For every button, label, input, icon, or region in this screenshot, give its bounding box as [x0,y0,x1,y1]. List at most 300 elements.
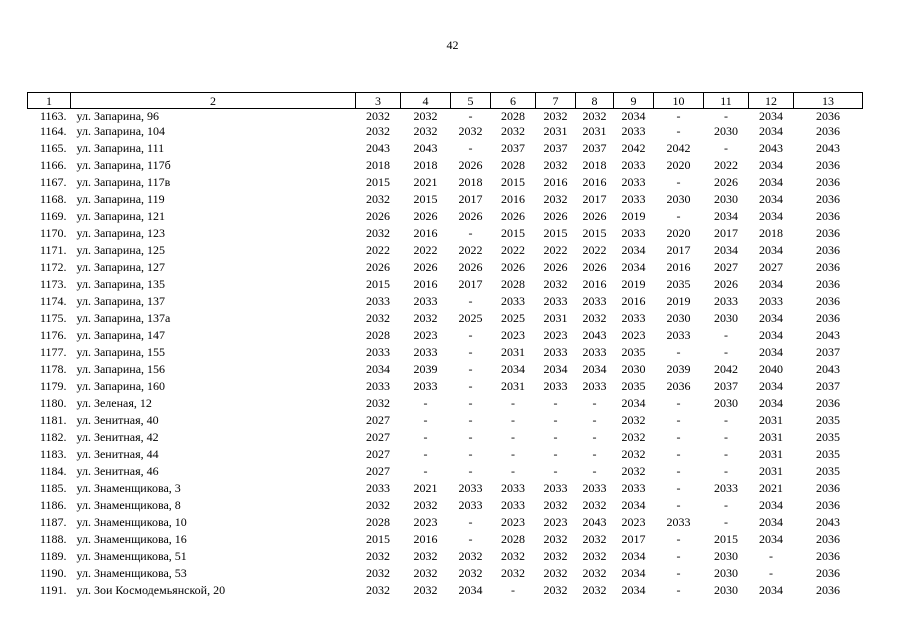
table-row [28,276,863,293]
row-value: 2036 [816,481,840,495]
row-address: ул. Запарина, 123 [76,226,166,240]
row-value: 2032 [582,583,607,597]
row-value: - [423,430,428,444]
row-value: 2019 [666,294,691,308]
row-address: ул. Запарина, 111 [76,141,165,155]
row-value: 2032 [543,192,568,206]
row-value: 2032 [543,532,568,546]
row-value: 2016 [413,226,438,240]
row-value: 2023 [543,515,568,529]
table-row [28,109,863,124]
row-value: - [468,109,473,123]
row-value: - [468,396,473,410]
row-value: 2032 [543,583,568,597]
row-value: 2018 [413,158,438,172]
row-value: 2023 [413,328,438,342]
row-value: 2031 [759,464,783,478]
row-value: - [676,124,681,138]
row-address: ул. Знаменщикова, 51 [76,549,187,563]
row-value: 2030 [714,311,738,325]
row-value: 2015 [501,175,525,189]
table-row [28,259,863,276]
row-number: 1178. [39,362,67,376]
row-value: 2034 [759,124,783,138]
row-value: 2034 [458,583,483,597]
row-value: 2016 [413,277,438,291]
row-value: 2032 [413,124,438,138]
row-value: 2035 [816,464,840,478]
row-value: 2032 [413,566,438,580]
row-address: ул. Зеленая, 12 [76,396,152,410]
row-value: 2032 [621,464,646,478]
row-value: 2021 [413,175,438,189]
table-row [28,225,863,242]
row-value: - [676,498,681,512]
row-number: 1190. [39,566,67,580]
row-value: 2033 [543,294,568,308]
row-value: 2034 [759,109,783,123]
row-value: - [676,549,681,563]
row-value: 2026 [543,209,568,223]
row-address: ул. Запарина, 137 [76,294,166,308]
row-address: ул. Запарина, 135 [76,277,166,291]
row-value: 2015 [582,226,607,240]
row-value: 2032 [366,583,390,597]
row-number: 1183. [39,447,67,461]
row-value: - [724,515,728,529]
row-value: - [592,430,597,444]
row-value: - [423,464,428,478]
row-value: 2032 [582,549,607,563]
row-address: ул. Запарина, 160 [76,379,166,393]
row-value: 2032 [366,566,390,580]
row-value: 2032 [458,124,483,138]
row-value: - [676,447,681,461]
row-value: 2030 [714,566,738,580]
row-value: 2033 [621,226,646,240]
row-value: - [511,396,515,410]
row-value: 2036 [816,158,840,172]
row-value: 2034 [759,532,783,546]
row-value: 2039 [666,362,691,376]
row-value: 2036 [816,583,840,597]
row-value: 2032 [582,498,607,512]
row-number: 1182. [39,430,67,444]
row-number: 1186. [39,498,67,512]
table-row [28,157,863,174]
row-value: 2034 [621,260,646,274]
row-value: 2037 [543,141,568,155]
row-value: - [724,413,728,427]
row-value: 2031 [759,430,783,444]
row-value: 2028 [501,532,525,546]
row-value: 2027 [366,464,390,478]
row-value: 2036 [666,379,691,393]
row-value: 2025 [458,311,483,325]
row-value: 2026 [714,277,738,291]
row-value: - [676,583,681,597]
row-value: 2034 [759,345,783,359]
row-value: 2017 [458,192,483,206]
row-value: 2016 [666,260,691,274]
row-value: 2015 [366,277,390,291]
row-value: 2026 [366,209,390,223]
row-value: 2036 [816,311,840,325]
row-value: 2023 [501,328,525,342]
row-value: - [468,447,473,461]
row-address: ул. Зенитная, 44 [76,447,159,461]
row-value: 2026 [582,260,607,274]
row-value: 2033 [543,481,568,495]
row-value: 2032 [366,498,390,512]
row-value: - [553,430,558,444]
row-value: 2034 [759,379,783,393]
table-row [28,395,863,412]
row-value: 2033 [543,345,568,359]
row-value: 2030 [621,362,646,376]
row-value: 2017 [714,226,738,240]
row-value: 2032 [366,549,390,563]
row-address: ул. Знаменщикова, 16 [76,532,187,546]
row-value: 2016 [621,294,646,308]
row-value: 2033 [582,345,607,359]
row-value: 2032 [621,430,646,444]
row-value: - [423,413,428,427]
row-value: 2034 [759,498,783,512]
row-value: 2034 [759,192,783,206]
row-value: 2030 [714,396,738,410]
table-row [28,463,863,480]
row-value: - [676,566,681,580]
table-row [28,310,863,327]
row-value: 2023 [501,515,525,529]
column-header: 4 [401,93,451,109]
table-row [28,123,863,140]
table-row [28,514,863,531]
row-value: 2015 [413,192,438,206]
row-address: ул. Запарина, 147 [76,328,166,342]
row-value: 2033 [666,328,691,342]
row-value: 2033 [582,294,607,308]
row-value: - [553,396,558,410]
row-value: 2027 [366,447,390,461]
row-value: 2034 [621,583,646,597]
row-value: 2043 [366,141,390,155]
row-value: 2026 [413,260,438,274]
row-value: - [553,464,558,478]
row-value: 2043 [816,328,840,342]
row-value: 2028 [501,277,525,291]
row-value: 2033 [621,158,646,172]
row-value: 2036 [816,566,840,580]
table-row [28,140,863,157]
row-value: - [511,430,515,444]
row-value: 2035 [621,345,646,359]
row-value: - [592,413,597,427]
column-header: 11 [704,93,749,109]
row-value: 2033 [501,294,525,308]
row-value: 2030 [714,549,738,563]
row-value: 2036 [816,549,840,563]
row-value: - [676,464,681,478]
row-value: 2033 [366,379,390,393]
row-value: - [676,396,681,410]
row-value: 2017 [582,192,607,206]
row-value: - [592,396,597,410]
row-value: - [769,549,773,563]
row-value: 2034 [759,277,783,291]
row-value: 2031 [501,379,525,393]
row-value: 2033 [458,498,483,512]
row-value: 2032 [413,549,438,563]
row-value: - [468,464,473,478]
row-value: 2016 [501,192,525,206]
row-value: 2036 [816,277,840,291]
row-value: 2034 [714,209,738,223]
row-value: 2032 [501,124,525,138]
table-row [28,208,863,225]
row-value: - [724,498,728,512]
table-row [28,293,863,310]
row-value: 2031 [759,447,783,461]
row-value: 2016 [543,175,568,189]
row-value: 2028 [501,109,525,123]
row-value: 2031 [543,124,568,138]
row-value: 2032 [582,311,607,325]
row-value: 2028 [501,158,525,172]
table-row [28,497,863,514]
row-value: 2034 [621,109,646,123]
row-number: 1169. [39,209,67,223]
row-value: 2037 [582,141,607,155]
row-value: 2032 [543,498,568,512]
row-address: ул. Запарина, 119 [76,192,165,206]
row-value: - [423,396,428,410]
row-value: 2027 [714,260,738,274]
row-number: 1188. [39,532,67,546]
row-address: ул. Запарина, 121 [76,209,166,223]
row-number: 1163. [39,109,67,123]
row-number: 1189. [39,549,67,563]
row-value: - [468,362,473,376]
row-value: 2030 [714,124,738,138]
row-value: 2034 [501,362,525,376]
row-value: 2034 [759,175,783,189]
row-value: 2026 [714,175,738,189]
row-value: - [468,413,473,427]
row-value: 2032 [366,192,390,206]
row-value: 2021 [759,481,783,495]
row-number: 1176. [39,328,67,342]
row-value: - [769,566,773,580]
row-address: ул. Запарина, 155 [76,345,166,359]
table-row [28,531,863,548]
column-header: 9 [614,93,654,109]
row-value: 2032 [413,583,438,597]
row-value: 2030 [714,583,738,597]
row-value: 2015 [366,532,390,546]
row-value: 2031 [582,124,607,138]
table-row [28,429,863,446]
table-row [28,548,863,565]
row-value: 2032 [621,447,646,461]
row-value: 2043 [816,141,840,155]
row-value: 2032 [413,311,438,325]
row-address: ул. Запарина, 117б [76,158,171,172]
row-value: 2028 [366,328,390,342]
row-value: 2016 [413,532,438,546]
row-value: 2022 [501,243,525,257]
row-value: 2032 [458,549,483,563]
row-value: - [468,141,473,155]
row-value: 2034 [759,515,783,529]
row-value: 2030 [666,311,691,325]
row-value: - [676,209,681,223]
row-value: - [724,109,728,123]
row-value: 2034 [366,362,390,376]
row-value: 2032 [366,311,390,325]
row-value: 2033 [621,192,646,206]
row-value: 2033 [366,481,390,495]
row-value: - [724,447,728,461]
row-value: 2015 [714,532,738,546]
row-value: - [553,413,558,427]
row-value: 2043 [759,141,783,155]
row-value: 2032 [366,396,390,410]
row-value: 2035 [816,413,840,427]
row-value: 2040 [759,362,783,376]
row-number: 1177. [39,345,67,359]
table-row [28,327,863,344]
row-value: 2033 [501,481,525,495]
row-value: 2035 [816,430,840,444]
row-value: 2034 [759,328,783,342]
row-value: 2018 [458,175,483,189]
page-number: 42 [446,38,459,52]
table-row [28,446,863,463]
row-value: 2028 [366,515,390,529]
row-value: 2036 [816,124,840,138]
row-value: 2022 [458,243,483,257]
row-value: 2036 [816,396,840,410]
row-address: ул. Зои Космодемьянской, 20 [76,583,226,597]
row-value: 2022 [543,243,568,257]
row-value: 2042 [714,362,738,376]
row-value: 2042 [666,141,691,155]
row-value: 2022 [714,158,738,172]
row-value: 2015 [366,175,390,189]
row-value: 2036 [816,109,840,123]
column-header: 13 [794,93,863,109]
row-address: ул. Запарина, 137а [76,311,171,325]
row-value: - [468,430,473,444]
row-value: 2023 [413,515,438,529]
row-address: ул. Запарина, 96 [76,109,160,123]
row-value: 2037 [816,379,840,393]
row-value: - [676,430,681,444]
row-value: 2034 [621,549,646,563]
row-value: 2034 [759,583,783,597]
row-number: 1180. [39,396,67,410]
row-value: - [724,141,728,155]
row-value: 2022 [582,243,607,257]
table-row [28,174,863,191]
row-value: - [676,481,681,495]
row-value: 2032 [621,413,646,427]
row-address: ул. Знаменщикова, 10 [76,515,187,529]
row-number: 1167. [39,175,67,189]
row-value: 2034 [621,243,646,257]
row-number: 1187. [39,515,67,529]
row-value: 2015 [543,226,568,240]
row-address: ул. Запарина, 127 [76,260,166,274]
row-value: 2017 [666,243,691,257]
row-value: 2034 [582,362,607,376]
column-header: 12 [749,93,794,109]
row-value: - [592,447,597,461]
row-value: 2043 [582,515,607,529]
row-value: 2027 [366,430,390,444]
row-value: 2015 [501,226,525,240]
row-value: 2035 [621,379,646,393]
row-value: 2026 [543,260,568,274]
row-number: 1175. [39,311,67,325]
row-value: 2033 [366,294,390,308]
row-number: 1171. [39,243,67,257]
row-value: 2033 [543,379,568,393]
row-value: 2033 [714,294,738,308]
row-number: 1191. [39,583,67,597]
row-value: 2023 [621,328,646,342]
row-address: ул. Знаменщикова, 8 [76,498,181,512]
row-value: 2019 [621,277,646,291]
row-value: 2033 [501,498,525,512]
row-value: 2033 [458,481,483,495]
row-value: 2032 [366,109,390,123]
row-value: 2033 [366,345,390,359]
row-value: - [423,447,428,461]
row-value: 2034 [759,209,783,223]
row-value: 2033 [413,294,438,308]
row-value: - [553,447,558,461]
row-value: 2030 [666,192,691,206]
row-value: 2026 [458,260,483,274]
row-value: 2037 [501,141,525,155]
row-value: 2033 [582,379,607,393]
row-value: 2017 [621,532,646,546]
row-value: - [468,328,473,342]
table-row [28,361,863,378]
row-address: ул. Знаменщикова, 3 [76,481,181,495]
row-value: 2032 [543,277,568,291]
row-value: 2033 [714,481,738,495]
row-value: 2034 [759,243,783,257]
row-value: - [468,294,473,308]
row-value: - [724,464,728,478]
row-value: 2031 [501,345,525,359]
row-number: 1179. [39,379,67,393]
row-value: 2033 [582,481,607,495]
row-address: ул. Запарина, 156 [76,362,166,376]
row-value: 2032 [543,549,568,563]
row-value: 2033 [759,294,783,308]
row-value: 2036 [816,192,840,206]
row-value: 2022 [366,243,390,257]
row-value: - [676,413,681,427]
column-header: 6 [491,93,536,109]
row-number: 1173. [39,277,67,291]
row-address: ул. Запарина, 125 [76,243,166,257]
